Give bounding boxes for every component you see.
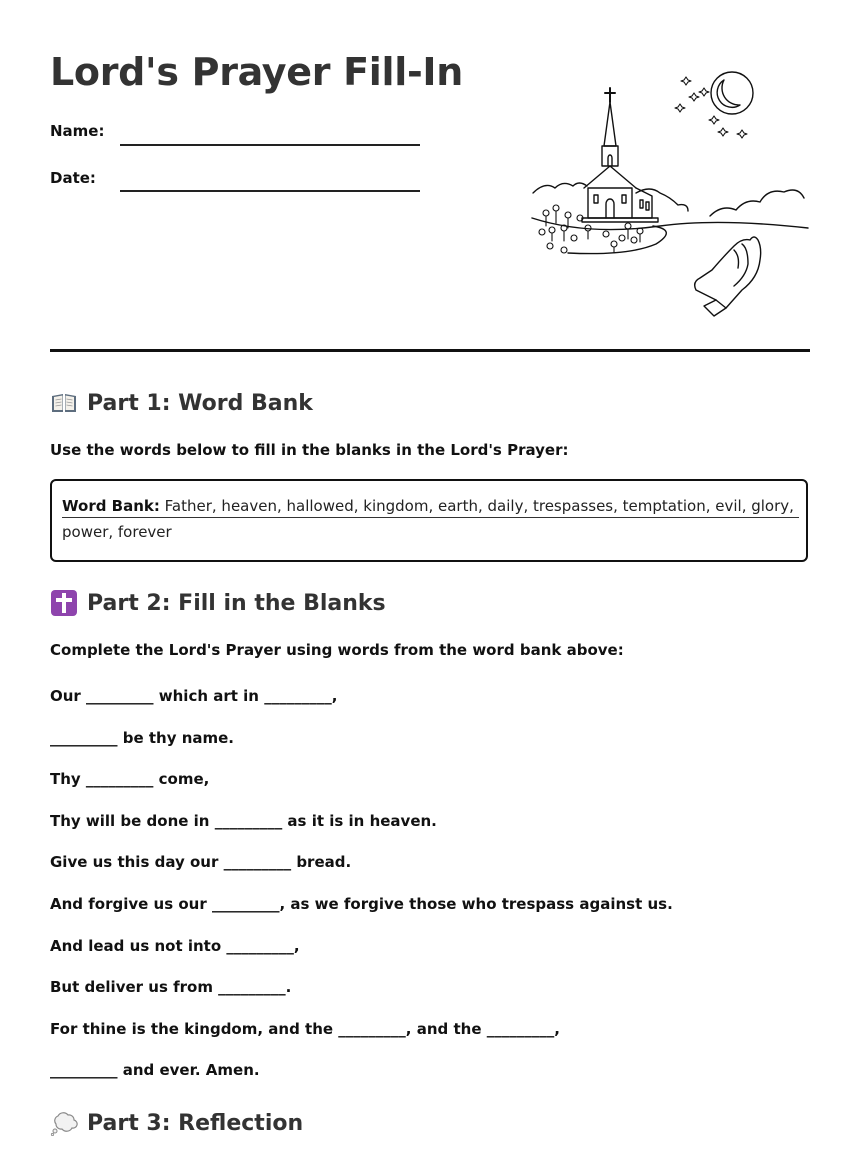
- prayer-line: Give us this day our _________ bread.: [50, 853, 352, 871]
- prayer-line: For thine is the kingdom, and the _________, and the _________,: [50, 1020, 560, 1038]
- prayer-line: _________ and ever. Amen.: [50, 1061, 260, 1079]
- part1-heading-text: Part 1: Word Bank: [87, 390, 313, 416]
- word-bank-label: Word Bank:: [62, 497, 160, 515]
- word-bank-words: Father, heaven, hallowed, kingdom, earth, daily, trespasses, temptation, evil, glory, power, forever: [62, 497, 794, 541]
- prayer-line: Thy _________ come,: [50, 770, 210, 788]
- church-illustration: [528, 68, 813, 318]
- part3-heading: [50, 1110, 303, 1136]
- prayer-line: And lead us not into _________,: [50, 937, 300, 955]
- name-label: Name:: [50, 122, 105, 140]
- part2-heading-text: Part 2: Fill in the Blanks: [87, 590, 386, 616]
- date-label: Date:: [50, 169, 96, 187]
- praying-hands-icon: [695, 237, 761, 316]
- name-field-line[interactable]: [120, 144, 420, 146]
- open-book-icon: [50, 390, 78, 416]
- word-bank-box: [50, 479, 808, 562]
- prayer-line: Thy will be done in _________ as it is in heaven.: [50, 812, 437, 830]
- flowers-icon: [539, 205, 643, 253]
- church-icon: [582, 88, 658, 222]
- page-title: Lord's Prayer Fill-In: [50, 50, 464, 94]
- thought-bubble-icon: [50, 1110, 78, 1136]
- part1-instruction: Use the words below to fill in the blanks in the Lord's Prayer:: [50, 441, 569, 459]
- prayer-line: But deliver us from _________.: [50, 978, 292, 996]
- part2-heading: [50, 590, 386, 616]
- moon-icon: [711, 72, 753, 114]
- part2-instruction: Complete the Lord's Prayer using words from the word bank above:: [50, 641, 624, 659]
- prayer-line: And forgive us our _________, as we forgive those who trespass against us.: [50, 895, 673, 913]
- word-bank-underline: [62, 517, 799, 518]
- part1-heading: [50, 390, 313, 416]
- prayer-line: _________ be thy name.: [50, 729, 235, 747]
- prayer-line: Our _________ which art in _________,: [50, 687, 338, 705]
- section-divider: [50, 349, 810, 352]
- date-field-line[interactable]: [120, 190, 420, 192]
- latin-cross-icon: [50, 590, 78, 616]
- part3-heading-text: Part 3: Reflection: [87, 1110, 304, 1136]
